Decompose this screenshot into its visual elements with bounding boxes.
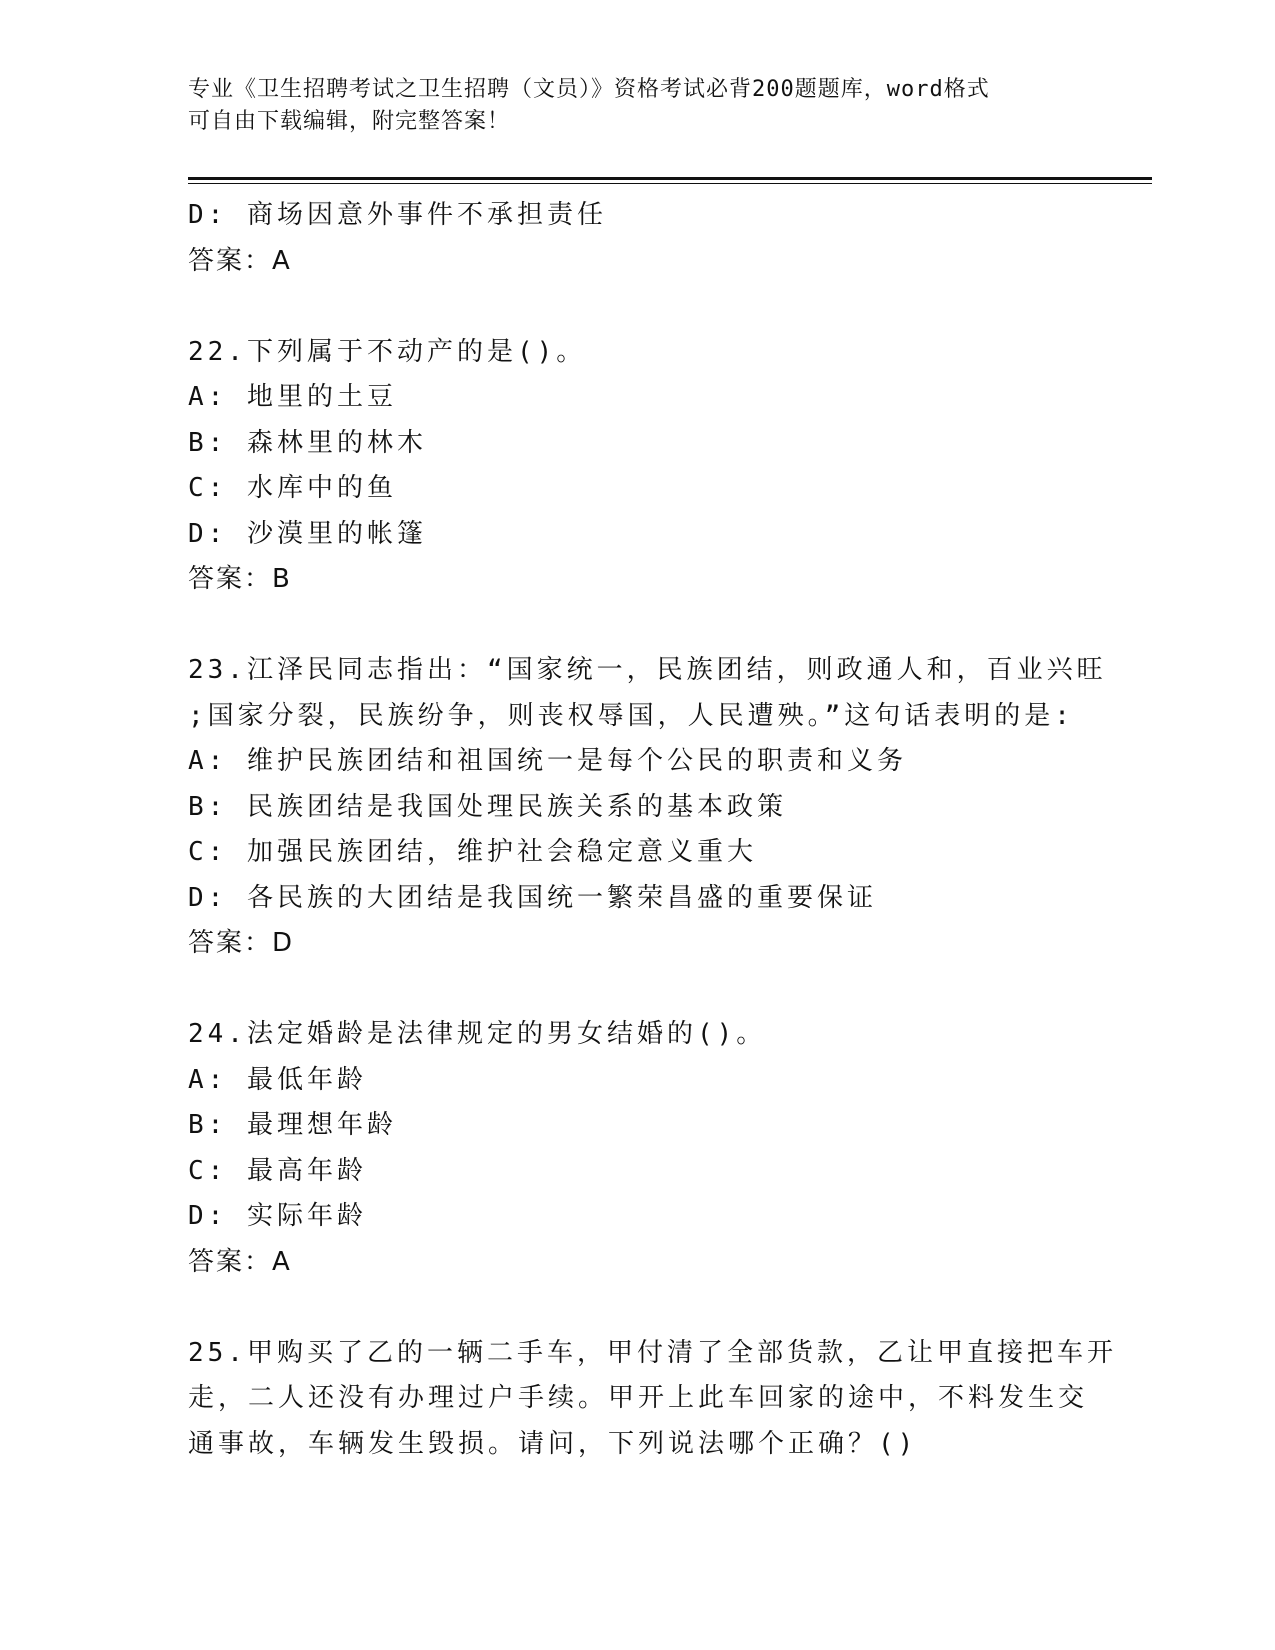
q23-stem-line-2: ;国家分裂，民族纷争，则丧权辱国，人民遭殃。”这句话表明的是: — [188, 700, 1074, 731]
spacer — [188, 1285, 1088, 1331]
header-line-2: 可自由下载编辑，附完整答案！ — [188, 109, 511, 134]
q21-option-d: D: 商场因意外事件不承担责任 — [188, 200, 607, 230]
q25-stem-line-3: 通事故，车辆发生毁损。请问，下列说法哪个正确？() — [188, 1428, 918, 1459]
spacer — [188, 967, 1088, 1013]
q22-option-a: A: 地里的土豆 — [188, 382, 397, 412]
q22-option-b: B: 森林里的林木 — [188, 427, 427, 458]
q24-option-a: A: 最低年龄 — [188, 1064, 367, 1095]
q22-option-d: D: 沙漠里的帐篷 — [188, 518, 427, 549]
q24-option-d: D: 实际年龄 — [188, 1201, 367, 1231]
q22-stem: 22.下列属于不动产的是()。 — [188, 336, 587, 367]
q23-option-a: A: 维护民族团结和祖国统一是每个公民的职责和义务 — [188, 746, 907, 776]
q22-answer: 答案：B — [188, 564, 292, 594]
q24-option-c: C: 最高年龄 — [188, 1155, 367, 1186]
question-list — [188, 193, 1117, 1467]
q24-option-b: B: 最理想年龄 — [188, 1110, 397, 1140]
q22-option-c: C: 水库中的鱼 — [188, 473, 397, 503]
q23-option-d: D: 各民族的大团结是我国统一繁荣昌盛的重要保证 — [188, 882, 877, 913]
header-line-1: 专业《卫生招聘考试之卫生招聘（文员）》资格考试必背200题题库，word格式 — [188, 77, 990, 102]
header-divider-thin — [188, 183, 1152, 184]
q23-stem-line-1: 23.江泽民同志指出：“国家统一，民族团结，则政通人和，百业兴旺 — [188, 655, 1107, 685]
q25-stem-line-2: 走，二人还没有办理过户手续。甲开上此车回家的途中，不料发生交 — [188, 1383, 1089, 1413]
spacer — [188, 284, 1088, 330]
q25-stem-line-1: 25.甲购买了乙的一辆二手车，甲付清了全部货款，乙让甲直接把车开 — [188, 1337, 1117, 1368]
q23-option-c: C: 加强民族团结，维护社会稳定意义重大 — [188, 837, 757, 867]
document-header — [188, 74, 1088, 138]
q23-option-b: B: 民族团结是我国处理民族关系的基本政策 — [188, 791, 787, 822]
spacer — [188, 603, 1088, 649]
q24-stem: 24.法定婚龄是法律规定的男女结婚的()。 — [188, 1019, 767, 1049]
q21-answer: 答案：A — [188, 245, 292, 276]
header-divider-thick — [188, 177, 1152, 180]
q23-answer: 答案：D — [188, 928, 295, 958]
q24-answer: 答案：A — [188, 1246, 292, 1277]
